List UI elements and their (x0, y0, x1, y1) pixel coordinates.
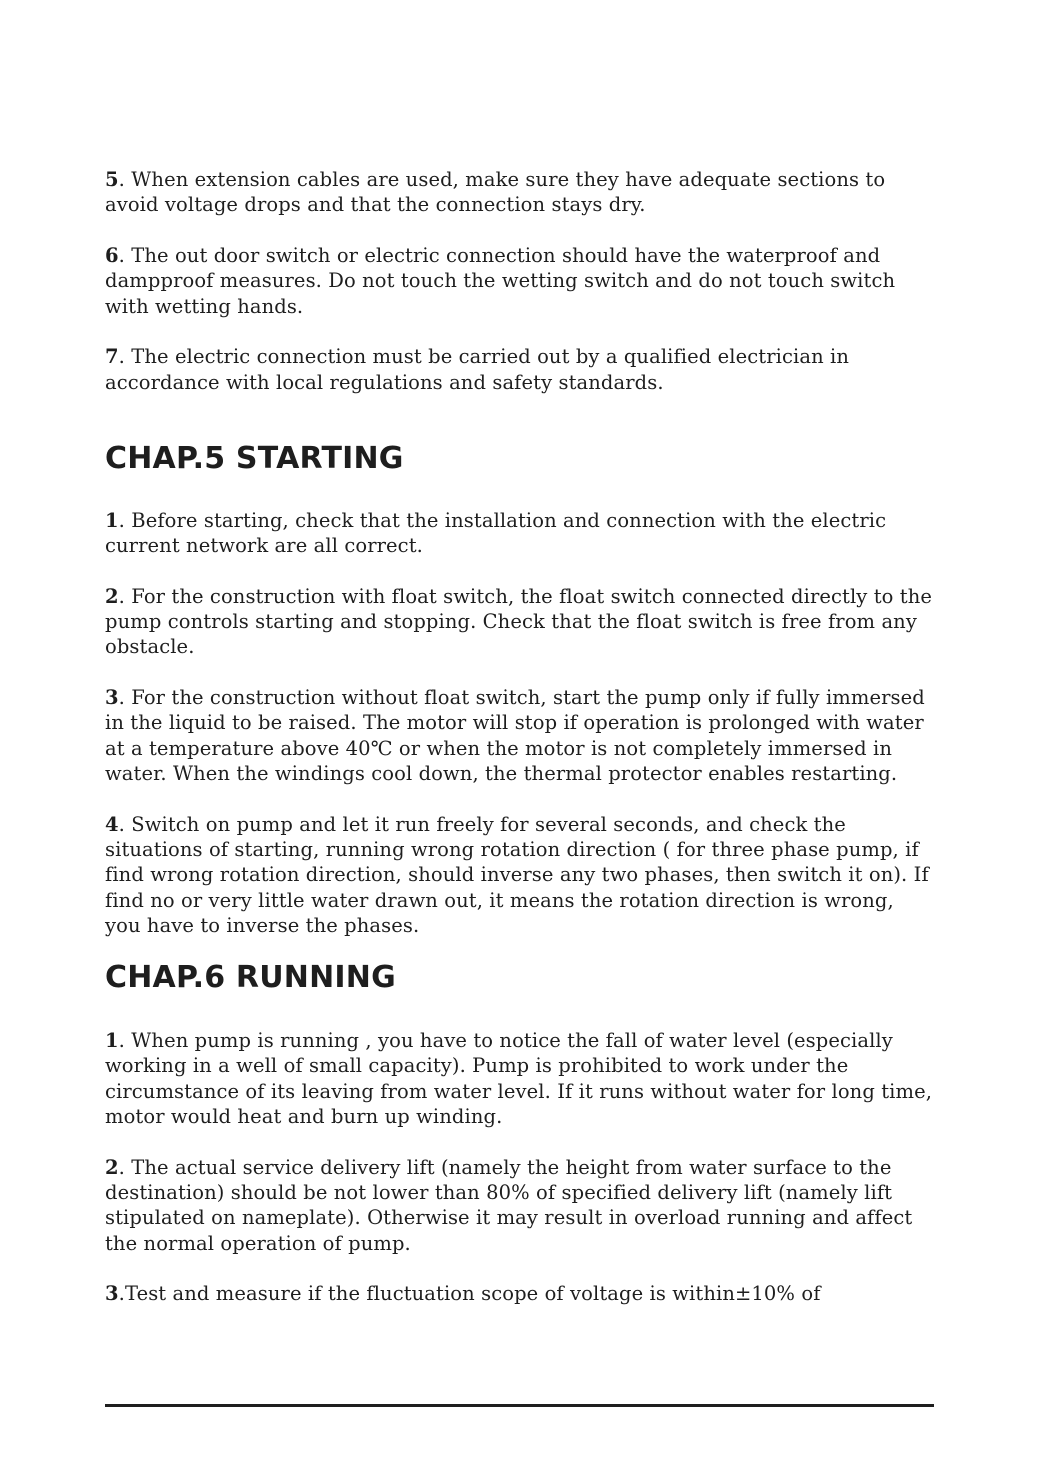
document-page (105, 167, 935, 1307)
paragraph-item-2 (105, 1155, 935, 1256)
item-text: . Before starting, check that the installation and connection with the electric current network are all correct. (105, 508, 887, 558)
paragraph-item-4 (105, 812, 935, 938)
item-number: 6 (105, 243, 119, 267)
item-number: 4 (105, 812, 119, 836)
footer-divider (105, 1404, 934, 1407)
item-text: . Switch on pump and let it run freely for several seconds, and check the situations of starting, running wrong rotation direction ( for three phase pump, if find wrong rotation direction, should inverse any two phases, then switch it on). If find no or very little water drawn out, it means the rotation direction is wrong, you have to inverse the phases. (105, 812, 929, 937)
item-text: . For the construction with float switch, the float switch connected directly to the pump controls starting and stopping. Check that the float switch is free from any obstacle. (105, 584, 933, 659)
chapter-title-running: CHAP.6 RUNNING (105, 960, 396, 996)
item-text: . The out door switch or electric connection should have the waterproof and dampproof measures. Do not touch the wetting switch and do not touch switch with wetting hands. (105, 243, 896, 318)
item-number: 3 (105, 686, 119, 710)
item-number: 7 (105, 345, 119, 369)
item-number: 2 (105, 1155, 119, 1179)
item-number: 1 (105, 1029, 119, 1053)
paragraph-item-5 (105, 167, 935, 218)
paragraph-item-1 (105, 508, 935, 559)
paragraph-item-2 (105, 584, 935, 660)
paragraph-item-1 (105, 1028, 935, 1129)
item-text: . The actual service delivery lift (namely the height from water surface to the destination) should be not lower than 80% of specified delivery lift (namely lift stipulated on nameplate). Otherwise it may result in overload running and affect the normal operation of pump. (105, 1155, 913, 1255)
item-number: 3 (105, 1282, 119, 1306)
paragraph-item-3 (105, 685, 935, 786)
paragraph-item-6 (105, 243, 935, 319)
item-text: . When extension cables are used, make sure they have adequate sections to avoid voltage drops and that the connection stays dry. (105, 168, 886, 217)
item-text: . The electric connection must be carried out by a qualified electrician in accordance with local regulations and safety standards. (105, 345, 850, 394)
paragraph-item-7 (105, 344, 935, 395)
item-text: . For the construction without float switch, start the pump only if fully immersed in the liquid to be raised. The motor will stop if operation is prolonged with water at a temperature above 40℃ or when the motor is not completely immersed in water. When the windings cool down, the thermal protector enables restarting. (105, 686, 925, 786)
item-text: .Test and measure if the fluctuation scope of voltage is within±10% of (118, 1282, 821, 1306)
chapter-title-starting: CHAP.5 STARTING (105, 440, 404, 476)
item-number: 2 (105, 584, 119, 608)
paragraph-item-3 (105, 1281, 935, 1306)
item-number: 1 (105, 508, 119, 532)
item-number: 5 (105, 168, 119, 191)
item-text: . When pump is running , you have to notice the fall of water level (especially working in a well of small capacity). Pump is prohibited to work under the circumstance of its leaving from water level. If it runs without water for long time, motor would heat and burn up winding. (105, 1029, 933, 1129)
